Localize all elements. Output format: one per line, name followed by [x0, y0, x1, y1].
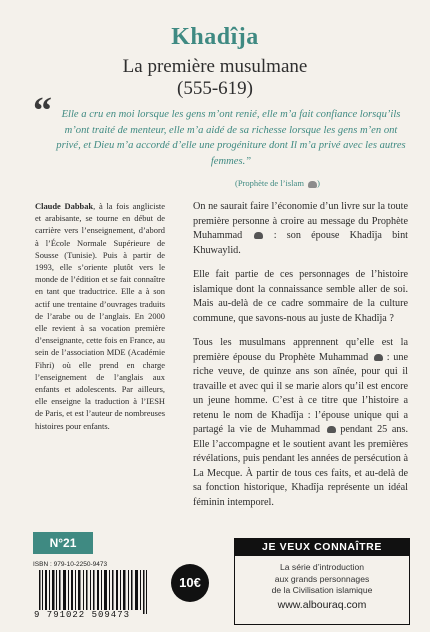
- blurb-p3-text-b: : une riche veuve, de quinze ans son aînée, pour qui il travaille et avec qui il se marie alors qu’il est encore un jeune homme. C’est à ce titre que l’histoire a retenu le nom de Khadîja : l’épouse unique qui a partagé la vie de Muhammad: [193, 351, 408, 435]
- blessing-glyph-icon: [327, 426, 336, 433]
- epigraph-quote: Elle a cru en moi lorsque les gens m’ont renié, elle m’a fait confiance lorsqu’ils m’ont traité de menteur, elle m’a aidé de sa richesse lorsque les gens m’en ont privé, et Dieu m’a accordé d’elle une progéniture dont Il m’a privé avec les autres femmes.”: [56, 109, 406, 167]
- author-bio-text: , à la fois angliciste et arabisante, se tourne en début de carrière vers l’enseignement, d’abord à l’École Normale Supérieure de Sousse (Tunisie). Puis à partir de 1993, elle s’oriente plutôt vers le monde de l’édition et se fait connaître en tant que traductrice. Elle a à son actif une trentaine d’ouvrages traduits de l’arabe ou de l’anglais. En 2000 elle revient à sa vocation première d’enseignante, cette fois en France, au sein de l’association MDE (Académie Fihri) où elle prend en charge l’enseignement de l’anglais aux enfants et adolescents. Par ailleurs, elle enseigne la traduction à l’IESH de Paris, et est l’auteur de nombreuses histoires pour enfants.: [35, 201, 165, 431]
- isbn-label: ISBN : 979-10-2250-9473: [33, 561, 108, 568]
- blurb: [193, 200, 408, 520]
- series-number-badge: N°21: [33, 532, 93, 554]
- quote-source: (Prophète de l’islam ): [235, 178, 320, 188]
- series-line-1: La série d’introduction: [279, 562, 365, 572]
- blurb-p3-text-a: Tous les musulmans apprennent qu’elle est la première épouse du Prophète Muhammad: [193, 337, 408, 363]
- price-tag: 10€: [171, 564, 209, 602]
- blurb-paragraph-2: Elle fait partie de ces personnages de l’histoire islamique dont la connaissance semble aller de soi. Mais au-delà de ce cadre sommaire de la culture commune, que savons-nous au juste de Khadîja ?: [193, 269, 408, 324]
- blurb-paragraph-3: [193, 336, 408, 510]
- series-heading: JE VEUX CONNAÎTRE: [235, 539, 409, 556]
- book-dates: (555-619): [177, 78, 253, 99]
- blessing-glyph-icon: [308, 181, 317, 188]
- blessing-glyph-icon: [374, 354, 383, 361]
- book-title: Khadîja: [171, 24, 259, 50]
- quote-source-text: (Prophète de l’islam: [235, 178, 304, 188]
- barcode-digits: 9 791022 509473: [34, 610, 131, 620]
- author-bio: [35, 200, 165, 432]
- series-box: [234, 538, 410, 625]
- series-line-3: de la Civilisation islamique: [271, 585, 373, 595]
- book-subtitle: La première musulmane: [122, 56, 308, 77]
- blurb-p1-text-a: On ne saurait faire l’économie d’un livre sur la toute première personne à croire au message du Prophète Muhammad: [193, 201, 408, 241]
- quote-mark-icon: “: [33, 90, 52, 132]
- blurb-paragraph-1: [193, 200, 408, 258]
- blurb-p3-text-c: pendant 25 ans. Elle l’accompagne et le soutient avant les premières révélations, puis pendant les années de persécution à La Mecque. À partir de tous ces faits, et au-delà de sa fonction historique, Khadîja représente un idéal féminin intemporel.: [193, 424, 409, 508]
- series-line-2: aux grands personnages: [274, 573, 370, 584]
- series-description: [235, 556, 409, 597]
- blurb-p1-text-b: : son épouse Khadîja bint Khuwaylid.: [193, 230, 408, 256]
- publisher-website-link[interactable]: www.albouraq.com: [277, 598, 367, 611]
- author-name: Claude Dabbak: [35, 201, 94, 211]
